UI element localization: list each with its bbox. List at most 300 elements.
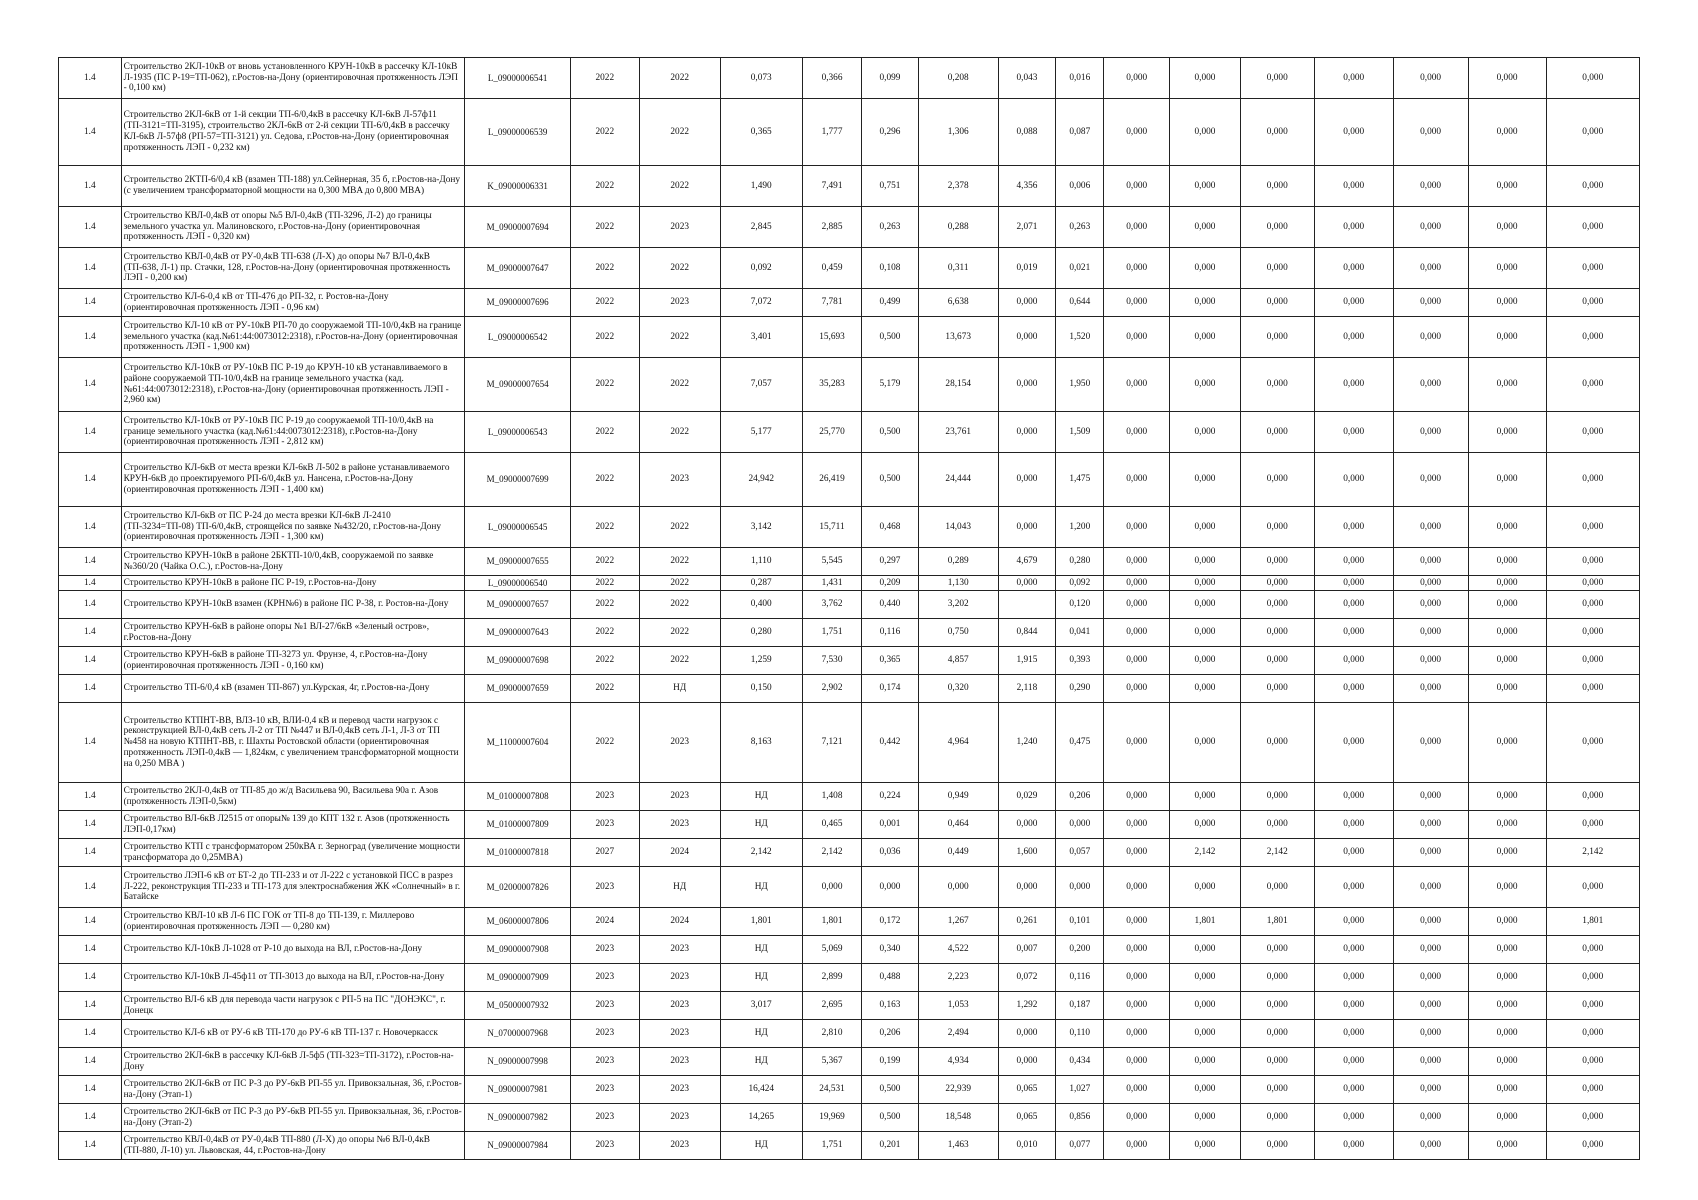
cell-value: 0,206 bbox=[1056, 783, 1104, 811]
cell-value: 0,108 bbox=[862, 248, 918, 289]
cell-project-code: M_01000007808 bbox=[465, 783, 571, 811]
cell-project-code: L_09000006545 bbox=[465, 507, 571, 548]
cell-value: 0,000 bbox=[1170, 1132, 1241, 1160]
cell-value: 0,750 bbox=[918, 619, 998, 647]
cell-project-code: M_09000007659 bbox=[465, 675, 571, 703]
table-row bbox=[59, 703, 1640, 783]
cell-value: 3,142 bbox=[720, 507, 802, 548]
cell-value: 0,000 bbox=[1468, 166, 1546, 207]
cell-value: 0,000 bbox=[1170, 1076, 1241, 1104]
cell-value: 2023 bbox=[570, 1076, 639, 1104]
cell-value: 0,000 bbox=[1314, 867, 1393, 908]
cell-value: 0,000 bbox=[1393, 248, 1468, 289]
table-row bbox=[59, 811, 1640, 839]
cell-value: 0,000 bbox=[1170, 548, 1241, 576]
cell-value: 2,902 bbox=[802, 675, 862, 703]
cell-value: 2,494 bbox=[918, 1020, 998, 1048]
cell-value: 0,000 bbox=[1393, 867, 1468, 908]
cell-value: 0,000 bbox=[1314, 703, 1393, 783]
cell-value: 0,000 bbox=[1314, 548, 1393, 576]
cell-value: 0,949 bbox=[918, 783, 998, 811]
cell-value: 1,801 bbox=[802, 908, 862, 936]
cell-value: 0,000 bbox=[1240, 591, 1314, 619]
cell-section: 1.4 bbox=[59, 675, 122, 703]
cell-value: 0,000 bbox=[1468, 507, 1546, 548]
cell-value: 3,202 bbox=[918, 591, 998, 619]
cell-value: 0,065 bbox=[998, 1076, 1055, 1104]
cell-value: 0,366 bbox=[802, 58, 862, 99]
cell-project-code: L_09000006540 bbox=[465, 576, 571, 591]
table-row bbox=[59, 1132, 1640, 1160]
cell-value: 0,000 bbox=[1170, 58, 1241, 99]
table-row bbox=[59, 839, 1640, 867]
cell-value: 0,000 bbox=[1104, 1132, 1170, 1160]
cell-value: 5,179 bbox=[862, 358, 918, 412]
cell-value: 2,885 bbox=[802, 207, 862, 248]
cell-value: 2024 bbox=[639, 908, 720, 936]
cell-value: 2023 bbox=[639, 964, 720, 992]
cell-value: 0,311 bbox=[918, 248, 998, 289]
cell-value: 0,000 bbox=[1170, 591, 1241, 619]
cell-value: 0,000 bbox=[1104, 675, 1170, 703]
cell-value: 0,500 bbox=[862, 453, 918, 507]
cell-value: 1,751 bbox=[802, 619, 862, 647]
cell-value: 0,000 bbox=[1104, 1020, 1170, 1048]
cell-value: 0,000 bbox=[998, 507, 1055, 548]
cell-value: 0,475 bbox=[1056, 703, 1104, 783]
cell-value: 2023 bbox=[639, 703, 720, 783]
cell-value: 0,000 bbox=[1546, 867, 1639, 908]
cell-value: 0,000 bbox=[1240, 358, 1314, 412]
cell-value: 24,942 bbox=[720, 453, 802, 507]
table-row bbox=[59, 358, 1640, 412]
cell-value: 0,000 bbox=[1546, 289, 1639, 317]
cell-value: 0,000 bbox=[998, 412, 1055, 453]
cell-value: 0,000 bbox=[1468, 936, 1546, 964]
cell-value: 0,393 bbox=[1056, 647, 1104, 675]
cell-value: 2022 bbox=[639, 248, 720, 289]
cell-value: 2023 bbox=[639, 783, 720, 811]
cell-value: 0,000 bbox=[1314, 1020, 1393, 1048]
cell-value: 0,000 bbox=[998, 289, 1055, 317]
cell-value: 0,001 bbox=[862, 811, 918, 839]
cell-project-name: Строительство КРУН-10кВ взамен (КРН№6) в районе ПС Р-38, г. Ростов-на-Дону bbox=[121, 591, 465, 619]
cell-section: 1.4 bbox=[59, 992, 122, 1020]
cell-value: 1,915 bbox=[998, 647, 1055, 675]
cell-value: 0,263 bbox=[862, 207, 918, 248]
cell-value: 0,000 bbox=[1468, 207, 1546, 248]
cell-value: 2,118 bbox=[998, 675, 1055, 703]
cell-value: 1,267 bbox=[918, 908, 998, 936]
cell-value: 2022 bbox=[639, 548, 720, 576]
cell-value: 0,000 bbox=[1468, 1048, 1546, 1076]
cell-value: 2022 bbox=[639, 647, 720, 675]
cell-value: 0,000 bbox=[1546, 675, 1639, 703]
cell-value: 0,000 bbox=[1393, 936, 1468, 964]
cell-value: 0,000 bbox=[1314, 453, 1393, 507]
cell-value: 0,000 bbox=[1104, 783, 1170, 811]
cell-value: 0,000 bbox=[1170, 992, 1241, 1020]
cell-value: 0,000 bbox=[1170, 867, 1241, 908]
cell-value: 0,209 bbox=[862, 576, 918, 591]
cell-value: 0,644 bbox=[1056, 289, 1104, 317]
cell-section: 1.4 bbox=[59, 576, 122, 591]
cell-value: 4,522 bbox=[918, 936, 998, 964]
cell-value: 0,000 bbox=[1546, 1020, 1639, 1048]
cell-value: 0,500 bbox=[862, 317, 918, 358]
cell-value: 2,142 bbox=[802, 839, 862, 867]
table-row bbox=[59, 207, 1640, 248]
cell-value: 0,000 bbox=[998, 1048, 1055, 1076]
cell-project-code: L_09000006543 bbox=[465, 412, 571, 453]
cell-section: 1.4 bbox=[59, 1076, 122, 1104]
cell-value: 0,000 bbox=[1546, 99, 1639, 166]
cell-value: 2022 bbox=[639, 412, 720, 453]
cell-value: 0,000 bbox=[1240, 207, 1314, 248]
table-row bbox=[59, 964, 1640, 992]
cell-value bbox=[998, 591, 1055, 619]
cell-value: 0,000 bbox=[1393, 675, 1468, 703]
cell-value: 0,000 bbox=[1468, 289, 1546, 317]
cell-project-name: Строительство КЛ-10 кВ от РУ-10кВ РП-70 до сооружаемой ТП-10/0,4кВ на границе земельного участка (кад.№61:44:0073012:2318), г.Ростов-на-Дону (ориентировочная протяженность ЛЭП - 1,900 км) bbox=[121, 317, 465, 358]
cell-value: 0,116 bbox=[862, 619, 918, 647]
cell-value: 0,000 bbox=[1546, 992, 1639, 1020]
cell-value: 2022 bbox=[570, 166, 639, 207]
cell-value: 0,000 bbox=[1393, 1076, 1468, 1104]
cell-value: 0,000 bbox=[1240, 936, 1314, 964]
cell-value: 0,000 bbox=[1104, 647, 1170, 675]
cell-value: 2022 bbox=[639, 576, 720, 591]
cell-project-name: Строительство 2КЛ-0,4кВ от ТП-85 до ж/д Васильева 90, Васильева 90а г. Азов (протяженность ЛЭП-0,5км) bbox=[121, 783, 465, 811]
cell-value: 1,463 bbox=[918, 1132, 998, 1160]
cell-value: 0,000 bbox=[1393, 591, 1468, 619]
cell-value: 0,000 bbox=[1104, 58, 1170, 99]
cell-value: 1,240 bbox=[998, 703, 1055, 783]
cell-project-code: L_09000006542 bbox=[465, 317, 571, 358]
cell-value: 1,520 bbox=[1056, 317, 1104, 358]
cell-value: 0,000 bbox=[1314, 317, 1393, 358]
cell-value: 3,762 bbox=[802, 591, 862, 619]
cell-value: 1,053 bbox=[918, 992, 998, 1020]
cell-value: 0,000 bbox=[1468, 908, 1546, 936]
cell-value: 0,400 bbox=[720, 591, 802, 619]
cell-value: 1,200 bbox=[1056, 507, 1104, 548]
table-row bbox=[59, 248, 1640, 289]
cell-value: 0,000 bbox=[1546, 1076, 1639, 1104]
cell-project-name: Строительство 2КТП-6/0,4 кВ (взамен ТП-188) ул.Сейнерная, 35 б, г.Ростов-на-Дону (с увеличением трансформаторной мощности на 0,300 MBA до 0,800 MBA) bbox=[121, 166, 465, 207]
cell-section: 1.4 bbox=[59, 619, 122, 647]
cell-value: 2024 bbox=[639, 839, 720, 867]
cell-project-code: M_09000007647 bbox=[465, 248, 571, 289]
cell-value: НД bbox=[720, 936, 802, 964]
cell-value: 7,072 bbox=[720, 289, 802, 317]
cell-value: 2023 bbox=[570, 1132, 639, 1160]
cell-value: 0,000 bbox=[998, 358, 1055, 412]
cell-section: 1.4 bbox=[59, 703, 122, 783]
cell-value: 2022 bbox=[570, 289, 639, 317]
cell-value: 2022 bbox=[570, 248, 639, 289]
cell-value: 2022 bbox=[639, 507, 720, 548]
cell-value: 0,116 bbox=[1056, 964, 1104, 992]
cell-value: 26,419 bbox=[802, 453, 862, 507]
cell-value: 15,711 bbox=[802, 507, 862, 548]
cell-project-code: M_09000007654 bbox=[465, 358, 571, 412]
cell-value: 0,000 bbox=[1393, 811, 1468, 839]
cell-value: 1,600 bbox=[998, 839, 1055, 867]
cell-project-code: M_09000007657 bbox=[465, 591, 571, 619]
cell-value: 0,000 bbox=[1240, 675, 1314, 703]
table-row bbox=[59, 908, 1640, 936]
cell-project-code: L_09000006539 bbox=[465, 99, 571, 166]
cell-value: 5,545 bbox=[802, 548, 862, 576]
cell-value: 0,000 bbox=[1170, 576, 1241, 591]
cell-section: 1.4 bbox=[59, 1048, 122, 1076]
cell-value: 0,000 bbox=[1240, 58, 1314, 99]
cell-value: 0,000 bbox=[1393, 992, 1468, 1020]
cell-value: 0,000 bbox=[1546, 1048, 1639, 1076]
cell-value: 0,000 bbox=[1468, 811, 1546, 839]
cell-value: 0,000 bbox=[1170, 783, 1241, 811]
cell-value: 0,000 bbox=[1240, 576, 1314, 591]
cell-value: 0,365 bbox=[720, 99, 802, 166]
cell-value: 0,000 bbox=[1314, 58, 1393, 99]
cell-value: 0,000 bbox=[1468, 703, 1546, 783]
cell-value: 24,444 bbox=[918, 453, 998, 507]
cell-value: 6,638 bbox=[918, 289, 998, 317]
cell-value: 0,000 bbox=[1314, 576, 1393, 591]
cell-value: 0,000 bbox=[1314, 619, 1393, 647]
cell-value: 0,287 bbox=[720, 576, 802, 591]
cell-value: 1,027 bbox=[1056, 1076, 1104, 1104]
cell-value: 0,000 bbox=[1468, 453, 1546, 507]
cell-value: 1,490 bbox=[720, 166, 802, 207]
cell-project-code: M_05000007932 bbox=[465, 992, 571, 1020]
cell-value: 0,000 bbox=[1314, 647, 1393, 675]
table-row bbox=[59, 783, 1640, 811]
cell-value: 0,000 bbox=[1104, 207, 1170, 248]
cell-value: 2022 bbox=[639, 99, 720, 166]
cell-section: 1.4 bbox=[59, 507, 122, 548]
cell-value: 0,000 bbox=[1468, 964, 1546, 992]
cell-value: 0,000 bbox=[1393, 703, 1468, 783]
cell-value: 2023 bbox=[639, 1132, 720, 1160]
cell-value: 2023 bbox=[639, 1048, 720, 1076]
cell-value: 0,000 bbox=[1240, 647, 1314, 675]
table-row bbox=[59, 647, 1640, 675]
cell-value: 0,340 bbox=[862, 936, 918, 964]
cell-value: 1,801 bbox=[1170, 908, 1241, 936]
cell-value: 2023 bbox=[639, 1020, 720, 1048]
cell-value: 24,531 bbox=[802, 1076, 862, 1104]
cell-value: 0,000 bbox=[1240, 548, 1314, 576]
cell-value: 0,000 bbox=[1468, 675, 1546, 703]
cell-value: 0,065 bbox=[998, 1104, 1055, 1132]
cell-value: 0,000 bbox=[998, 867, 1055, 908]
cell-value: 2,142 bbox=[1240, 839, 1314, 867]
cell-value: 0,000 bbox=[1314, 992, 1393, 1020]
table-row bbox=[59, 619, 1640, 647]
cell-value: 0,077 bbox=[1056, 1132, 1104, 1160]
cell-value: 0,488 bbox=[862, 964, 918, 992]
cell-value: 0,000 bbox=[1546, 811, 1639, 839]
cell-value: 0,101 bbox=[1056, 908, 1104, 936]
cell-value: 0,000 bbox=[1468, 647, 1546, 675]
cell-section: 1.4 bbox=[59, 1020, 122, 1048]
cell-value: НД bbox=[720, 811, 802, 839]
cell-project-code: M_09000007655 bbox=[465, 548, 571, 576]
cell-project-name: Строительство 2КЛ-6кВ от ПС Р-3 до РУ-6кВ РП-55 ул. Привокзальная, 36, г.Ростов-на-Дону (Этап-2) bbox=[121, 1104, 465, 1132]
cell-value: 0,000 bbox=[1104, 317, 1170, 358]
cell-value: 2023 bbox=[639, 1076, 720, 1104]
cell-value: 2,378 bbox=[918, 166, 998, 207]
cell-value: 2022 bbox=[570, 703, 639, 783]
cell-value: 8,163 bbox=[720, 703, 802, 783]
cell-project-name: Строительство 2КЛ-10кВ от вновь установленного КРУН-10кВ в рассечку КЛ-10кВ Л-1935 (ПС Р-19=ТП-062), г.Ростов-на-Дону (ориентировочная протяженность ЛЭП - 0,100 км) bbox=[121, 58, 465, 99]
cell-value: 2022 bbox=[639, 317, 720, 358]
cell-value: 2023 bbox=[570, 1048, 639, 1076]
cell-value: 0,000 bbox=[1240, 992, 1314, 1020]
cell-value: 2023 bbox=[570, 992, 639, 1020]
cell-value: 2022 bbox=[570, 358, 639, 412]
cell-value: 0,000 bbox=[1468, 99, 1546, 166]
cell-value: 2,142 bbox=[1170, 839, 1241, 867]
cell-value: 5,177 bbox=[720, 412, 802, 453]
cell-value: 0,150 bbox=[720, 675, 802, 703]
cell-value: 5,069 bbox=[802, 936, 862, 964]
cell-value: 0,000 bbox=[998, 1020, 1055, 1048]
cell-value: 1,801 bbox=[720, 908, 802, 936]
cell-value: 0,000 bbox=[1314, 248, 1393, 289]
cell-value: 0,029 bbox=[998, 783, 1055, 811]
cell-value: 0,000 bbox=[1170, 619, 1241, 647]
cell-value: 0,000 bbox=[1104, 619, 1170, 647]
cell-value: 0,856 bbox=[1056, 1104, 1104, 1132]
table-row bbox=[59, 1104, 1640, 1132]
cell-value: 2022 bbox=[570, 453, 639, 507]
cell-value: 0,000 bbox=[1240, 507, 1314, 548]
cell-value: 0,000 bbox=[1546, 412, 1639, 453]
cell-value: 1,306 bbox=[918, 99, 998, 166]
cell-value: 2022 bbox=[639, 591, 720, 619]
cell-value: 0,000 bbox=[1546, 358, 1639, 412]
cell-value: 0,468 bbox=[862, 507, 918, 548]
cell-project-code: M_11000007604 bbox=[465, 703, 571, 783]
cell-value: 7,530 bbox=[802, 647, 862, 675]
cell-value: НД bbox=[720, 1020, 802, 1048]
cell-value: 0,000 bbox=[1468, 576, 1546, 591]
cell-value: 0,000 bbox=[1546, 453, 1639, 507]
cell-value: 0,000 bbox=[1240, 289, 1314, 317]
cell-value: 0,000 bbox=[1314, 936, 1393, 964]
cell-value: 0,290 bbox=[1056, 675, 1104, 703]
cell-value: 0,000 bbox=[1393, 507, 1468, 548]
cell-value: 2024 bbox=[570, 908, 639, 936]
cell-value: 0,000 bbox=[1170, 166, 1241, 207]
cell-value: 0,092 bbox=[720, 248, 802, 289]
cell-value: 0,000 bbox=[1393, 1132, 1468, 1160]
table-row bbox=[59, 992, 1640, 1020]
cell-value: 2,142 bbox=[720, 839, 802, 867]
cell-value: 2,899 bbox=[802, 964, 862, 992]
cell-value: 0,000 bbox=[1546, 591, 1639, 619]
cell-section: 1.4 bbox=[59, 867, 122, 908]
cell-value: 0,000 bbox=[1468, 1020, 1546, 1048]
cell-value: 0,000 bbox=[1170, 453, 1241, 507]
cell-value: 0,000 bbox=[1104, 548, 1170, 576]
cell-value: 0,365 bbox=[862, 647, 918, 675]
cell-value: 0,000 bbox=[1468, 548, 1546, 576]
cell-value: 0,224 bbox=[862, 783, 918, 811]
cell-value: 0,000 bbox=[1170, 675, 1241, 703]
cell-value: 25,770 bbox=[802, 412, 862, 453]
cell-value: 2023 bbox=[639, 1104, 720, 1132]
cell-value: 0,000 bbox=[1240, 964, 1314, 992]
cell-value: 0,000 bbox=[1170, 99, 1241, 166]
table-row bbox=[59, 507, 1640, 548]
cell-value: НД bbox=[639, 867, 720, 908]
cell-value: 7,781 bbox=[802, 289, 862, 317]
cell-value: НД bbox=[720, 783, 802, 811]
cell-value: 0,000 bbox=[1468, 619, 1546, 647]
cell-value: 0,000 bbox=[1314, 99, 1393, 166]
cell-value: 0,280 bbox=[1056, 548, 1104, 576]
cell-value: 0,000 bbox=[1314, 908, 1393, 936]
cell-value: 0,000 bbox=[1546, 619, 1639, 647]
cell-value: 0,000 bbox=[1240, 1076, 1314, 1104]
cell-value: 2022 bbox=[639, 58, 720, 99]
cell-project-name: Строительство 2КЛ-6кВ в рассечку КЛ-6кВ Л-5ф5 (ТП-323=ТП-3172), г.Ростов-на-Дону bbox=[121, 1048, 465, 1076]
cell-section: 1.4 bbox=[59, 647, 122, 675]
cell-value: 0,000 bbox=[1170, 647, 1241, 675]
cell-project-code: N_09000007998 bbox=[465, 1048, 571, 1076]
cell-value: 0,000 bbox=[1468, 867, 1546, 908]
cell-value: 2022 bbox=[639, 358, 720, 412]
cell-value: 3,401 bbox=[720, 317, 802, 358]
cell-section: 1.4 bbox=[59, 453, 122, 507]
cell-value: 0,000 bbox=[1104, 811, 1170, 839]
cell-value: 1,777 bbox=[802, 99, 862, 166]
cell-value: 2022 bbox=[570, 507, 639, 548]
cell-value: 2023 bbox=[639, 289, 720, 317]
cell-value: 18,548 bbox=[918, 1104, 998, 1132]
cell-value: 0,000 bbox=[1546, 576, 1639, 591]
cell-value: 1,292 bbox=[998, 992, 1055, 1020]
cell-section: 1.4 bbox=[59, 964, 122, 992]
cell-project-name: Строительство КЛ-6 кВ от РУ-6 кВ ТП-170 до РУ-6 кВ ТП-137 г. Новочеркасск bbox=[121, 1020, 465, 1048]
cell-section: 1.4 bbox=[59, 548, 122, 576]
cell-value: 2023 bbox=[639, 207, 720, 248]
cell-value: 0,000 bbox=[1393, 548, 1468, 576]
cell-value: 2,142 bbox=[1546, 839, 1639, 867]
table-row bbox=[59, 453, 1640, 507]
cell-value: 2023 bbox=[639, 992, 720, 1020]
cell-value: 0,000 bbox=[1393, 647, 1468, 675]
cell-value: 0,000 bbox=[1546, 783, 1639, 811]
cell-value: 2023 bbox=[570, 1104, 639, 1132]
cell-section: 1.4 bbox=[59, 591, 122, 619]
cell-value: 0,000 bbox=[1314, 811, 1393, 839]
cell-value: 2023 bbox=[570, 964, 639, 992]
cell-project-name: Строительство КЛ-6кВ от ПС Р-24 до места врезки КЛ-6кВ Л-2410 (ТП-3234=ТП-08) ТП-6/0,4кВ, строящейся по заявке №432/20, г.Ростов-на-Дону (ориентировочная протяженность ЛЭП - 1,300 км) bbox=[121, 507, 465, 548]
cell-section: 1.4 bbox=[59, 317, 122, 358]
cell-value: 0,000 bbox=[1104, 507, 1170, 548]
cell-value: 0,163 bbox=[862, 992, 918, 1020]
cell-value: 0,000 bbox=[1104, 248, 1170, 289]
cell-value: 2022 bbox=[570, 412, 639, 453]
cell-value: 0,000 bbox=[1393, 453, 1468, 507]
cell-value: 0,016 bbox=[1056, 58, 1104, 99]
cell-value: 2,810 bbox=[802, 1020, 862, 1048]
